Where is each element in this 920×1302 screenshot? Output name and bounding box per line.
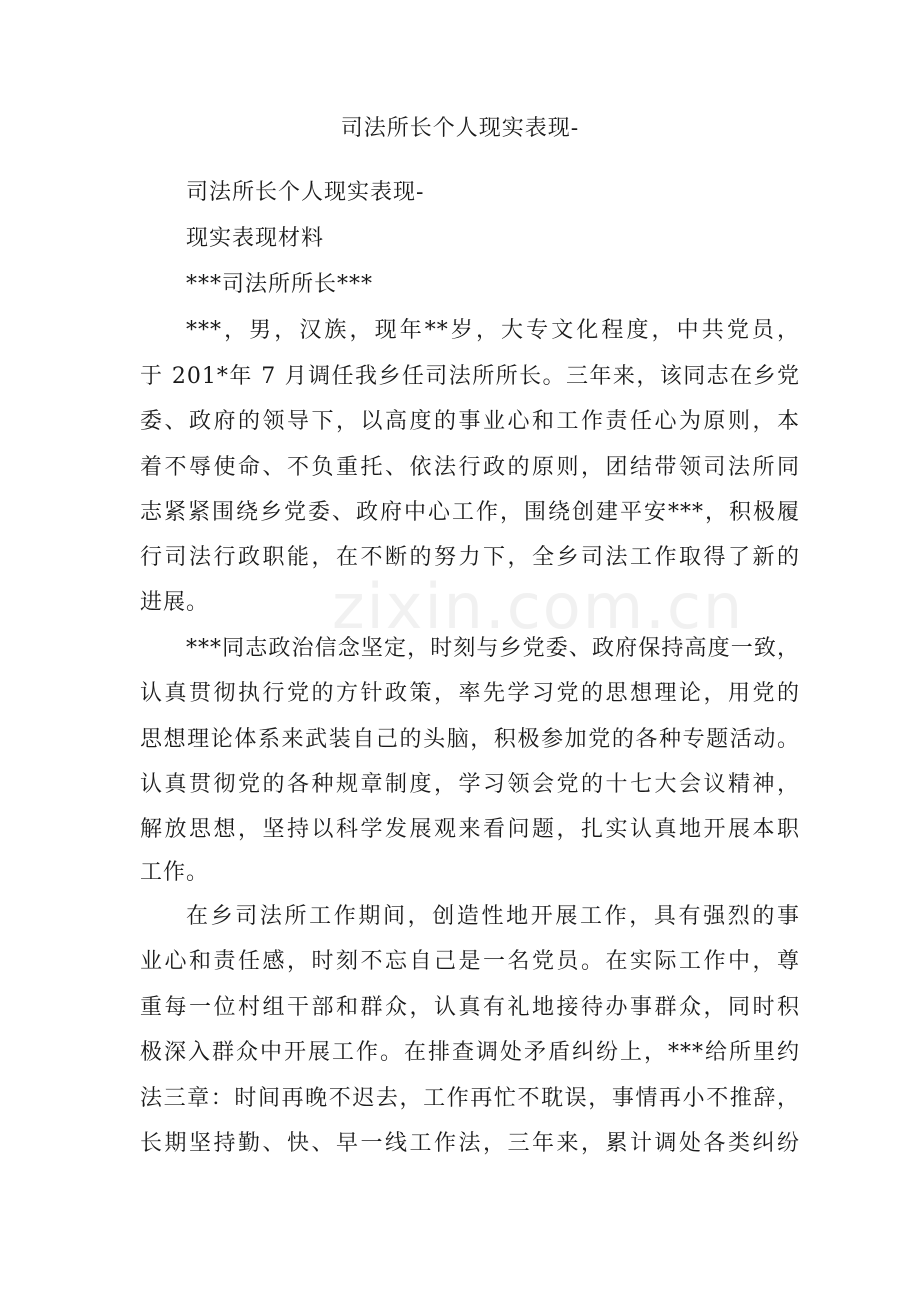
- text-line: 法三章：时间再晚不迟去，工作再忙不耽误，事情再小不推辞，: [140, 1086, 800, 1111]
- text-line: 解放思想，坚持以科学发展观来看问题，扎实认真地开展本职: [140, 817, 800, 842]
- text-line: 极深入群众中开展工作。在排查调处矛盾纠纷上，***给所里约: [140, 1040, 800, 1065]
- text-line: 认真贯彻党的各种规章制度，学习领会党的十七大会议精神，: [140, 772, 800, 797]
- text-line: 长期坚持勤、快、早一线工作法，三年来，累计调处各类纠纷: [140, 1131, 800, 1156]
- text-line: 志紧紧围绕乡党委、政府中心工作，围绕创建平安***，积极履: [140, 500, 800, 525]
- text-line: ***，男，汉族，现年**岁，大专文化程度，中共党员，: [186, 318, 800, 343]
- text-line: ***司法所所长***: [186, 272, 374, 297]
- text-line: 业心和责任感，时刻不忘自己是一名党员。在实际工作中，尊: [140, 949, 800, 974]
- text-line: 司法所长个人现实表现-: [186, 180, 425, 205]
- text-line: 委、政府的领导下，以高度的事业心和工作责任心为原则，本: [140, 409, 800, 434]
- document-title: 司法所长个人现实表现-: [340, 116, 580, 141]
- text-line: 在乡司法所工作期间，创造性地开展工作，具有强烈的事: [186, 904, 800, 929]
- text-line: ***同志政治信念坚定，时刻与乡党委、政府保持高度一致，: [186, 636, 800, 661]
- text-line: 重每一位村组干部和群众，认真有礼地接待办事群众，同时积: [140, 995, 800, 1020]
- text-line: 行司法行政职能，在不断的努力下，全乡司法工作取得了新的: [140, 545, 800, 570]
- text-line: 认真贯彻执行党的方针政策，率先学习党的思想理论，用党的: [140, 681, 800, 706]
- watermark: zixin.com.cn: [332, 570, 745, 643]
- text-line: 思想理论体系来武装自己的头脑，积极参加党的各种专题活动。: [140, 727, 800, 752]
- text-line: 着不辱使命、不负重托、依法行政的原则，团结带领司法所同: [140, 455, 800, 480]
- text-line: 工作。: [140, 860, 210, 885]
- text-line: 现实表现材料: [186, 226, 325, 251]
- text-line: 进展。: [140, 590, 210, 615]
- text-line: 于 201*年 7 月调任我乡任司法所所长。三年来，该同志在乡党: [140, 364, 800, 389]
